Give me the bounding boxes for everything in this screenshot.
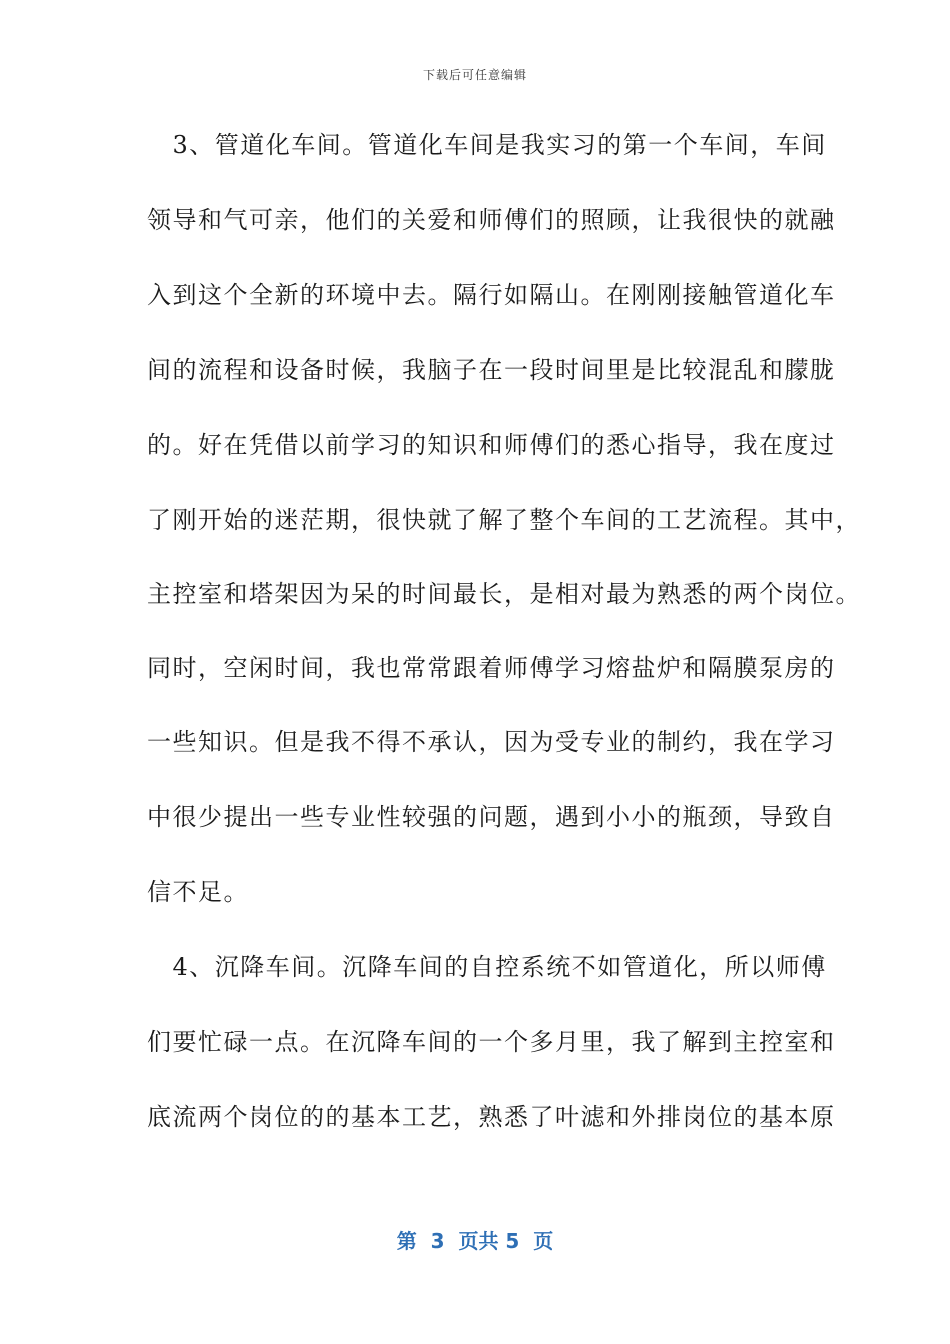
paragraph-line: 主控室和塔架因为呆的时间最长，是相对最为熟悉的两个岗位。 (147, 580, 861, 608)
paragraph-line: 信不足。 (147, 878, 249, 906)
page-number-footer: 第 3 页共 5 页 (396, 1229, 554, 1253)
paragraph-line: 3、管道化车间。管道化车间是我实习的第一个车间，车间 (147, 131, 827, 159)
paragraph-line: 们要忙碌一点。在沉降车间的一个多月里，我了解到主控室和 (147, 1028, 836, 1056)
paragraph-line: 入到这个全新的环境中去。隔行如隔山。在刚刚接触管道化车 (147, 281, 836, 309)
paragraph-line: 中很少提出一些专业性较强的问题，遇到小小的瓶颈，导致自 (147, 803, 836, 831)
paragraph-line: 一些知识。但是我不得不承认，因为受专业的制约，我在学习 (147, 728, 836, 756)
header-note: 下载后可任意编辑 (422, 68, 527, 82)
paragraph-line: 同时，空闲时间，我也常常跟着师傅学习熔盐炉和隔膜泵房的 (147, 654, 836, 682)
paragraph-line: 领导和气可亲，他们的关爱和师傅们的照顾，让我很快的就融 (147, 206, 836, 234)
paragraph-line: 4、沉降车间。沉降车间的自控系统不如管道化，所以师傅 (147, 953, 827, 981)
paragraph-line: 了刚开始的迷茫期，很快就了解了整个车间的工艺流程。其中， (147, 506, 861, 534)
paragraph-line: 底流两个岗位的的基本工艺，熟悉了叶滤和外排岗位的基本原 (147, 1103, 836, 1131)
paragraph-line: 的。好在凭借以前学习的知识和师傅们的悉心指导，我在度过 (147, 431, 836, 459)
paragraph-line: 间的流程和设备时候，我脑子在一段时间里是比较混乱和朦胧 (147, 356, 836, 384)
